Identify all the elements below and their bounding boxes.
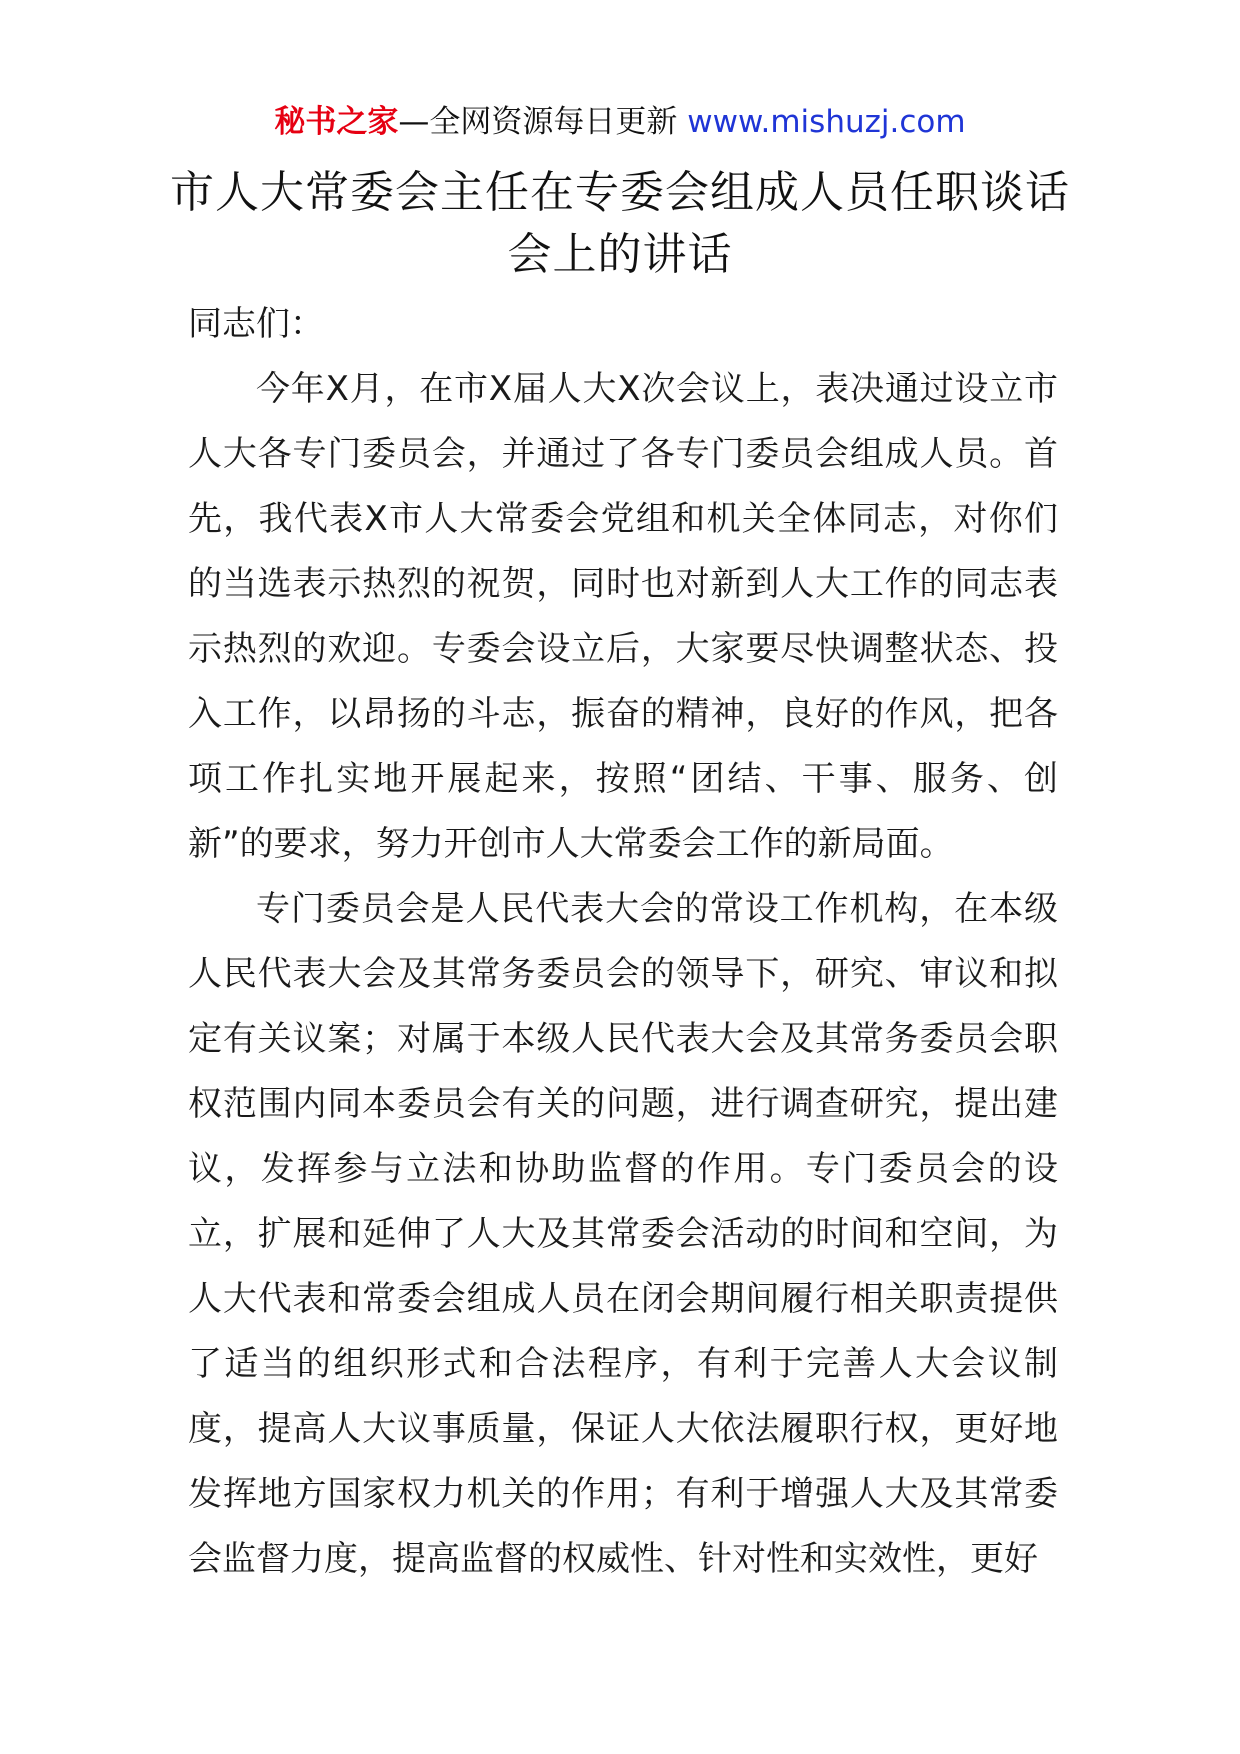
brand-name: 秘书之家 xyxy=(274,104,399,140)
paragraph: 今年X月，在市X届人大X次会议上，表决通过设立市人大各专门委员会，并通过了各专门委员会组成人员。首先，我代表X市人大常委会党组和机关全体同志，对你们的当选表示热烈的祝贺，同时也对新到人大工作的同志表示热烈的欢迎。专委会设立后，大家要尽快调整状态、投入工作，以昂扬的斗志，振奋的精神，良好的作风，把各项工作扎实地开展起来，按照“团结、干事、服务、创新”的要求，努力开创市人大常委会工作的新局面。 xyxy=(188,369,1058,864)
site-banner xyxy=(0,100,1240,144)
paragraph: 专门委员会是人民代表大会的常设工作机构，在本级人民代表大会及其常务委员会的领导下，研究、审议和拟定有关议案；对属于本级人民代表大会及其常务委员会职权范围内同本委员会有关的问题，进行调查研究，提出建议，发挥参与立法和协助监督的作用。专门委员会的设立，扩展和延伸了人大及其常委会活动的时间和空间，为人大代表和常委会组成人员在闭会期间履行相关职责提供了适当的组织形式和合法程序，有利于完善人大会议制度，提高人大议事质量，保证人大依法履职行权，更好地发挥地方国家权力机关的作用；有利于增强人大及其常委会监督力度，提高监督的权威性、针对性和实效性，更好 xyxy=(188,889,1058,1579)
salutation: 同志们： xyxy=(188,304,324,344)
banner-slogan: —全网资源每日更新 xyxy=(398,104,688,140)
document-body xyxy=(188,292,1058,1592)
site-url-link[interactable]: www.mishuzj.com xyxy=(687,104,966,140)
document-title: 市人大常委会主任在专委会组成人员任职谈话会上的讲话 xyxy=(170,167,1070,280)
